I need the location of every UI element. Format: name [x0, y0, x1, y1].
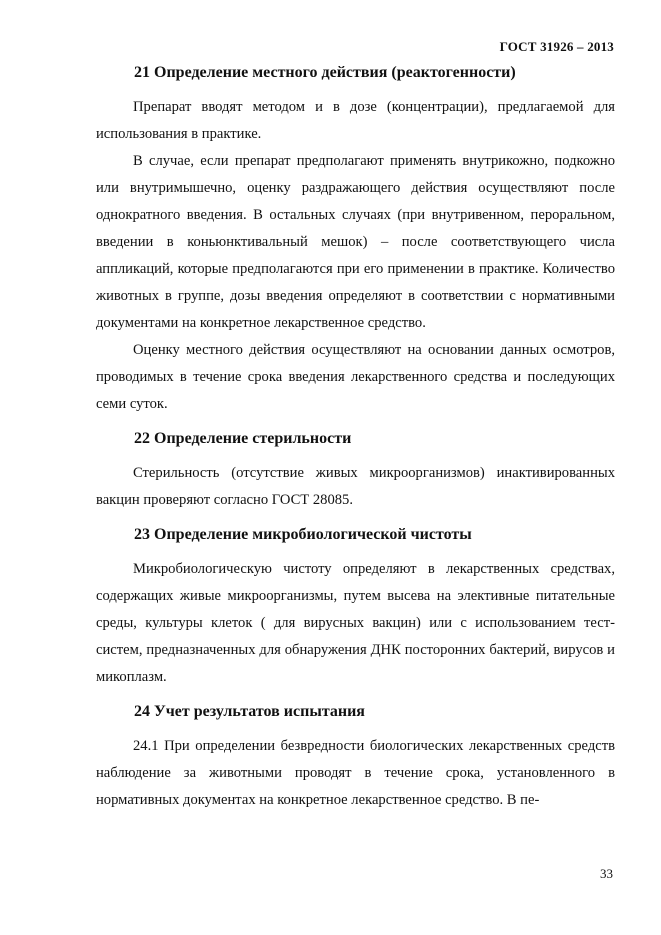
paragraph: 24.1 При определении безвредности биологических лекарственных средств наблюдение за животными проводят в течение срока, установленного в нормативных документах на конкретное лекарственное средство. В пе- — [96, 738, 615, 808]
paragraph: Препарат вводят методом и в дозе (концентрации), предлагаемой для использования в практике. — [96, 99, 615, 142]
section-21 — [96, 62, 615, 428]
section-title: 22 Определение стерильности — [134, 430, 352, 447]
paragraph: В случае, если препарат предполагают применять внутрикожно, подкожно или внутримышечно, оценку раздражающего действия осуществляют после однократного введения. В остальных случаях (при внутривенном, пероральном, введении в коньюнктивальный мешок) – после соответствующего числа аппликаций, которые предполагаются при его применении в практике. Количество животных в группе, дозы введения определяют в соответствии с нормативными документами на конкретное лекарственное средство. — [96, 153, 615, 331]
section-23 — [96, 524, 615, 701]
section-title: 21 Определение местного действия (реактогенности) — [134, 64, 516, 81]
paragraph: Стерильность (отсутствие живых микроорганизмов) инактивированных вакцин проверяют согласно ГОСТ 28085. — [96, 465, 615, 508]
section-title: 24 Учет результатов испытания — [134, 703, 365, 720]
page-number: 33 — [600, 866, 613, 881]
document-body — [96, 62, 615, 814]
section-24 — [96, 701, 615, 814]
paragraph: Микробиологическую чистоту определяют в лекарственных средствах, содержащих живые микроорганизмы, путем высева на элективные питательные среды, культуры клеток ( для вирусных вакцин) или с использованием тест-систем, предназначенных для обнаружения ДНК посторонних бактерий, вирусов и микоплазм. — [96, 561, 615, 685]
standard-header: ГОСТ 31926 – 2013 — [499, 39, 614, 54]
section-22 — [96, 428, 615, 524]
section-title: 23 Определение микробиологической чистоты — [134, 526, 472, 543]
paragraph: Оценку местного действия осуществляют на основании данных осмотров, проводимых в течение срока введения лекарственного средства и последующих семи суток. — [96, 342, 615, 412]
